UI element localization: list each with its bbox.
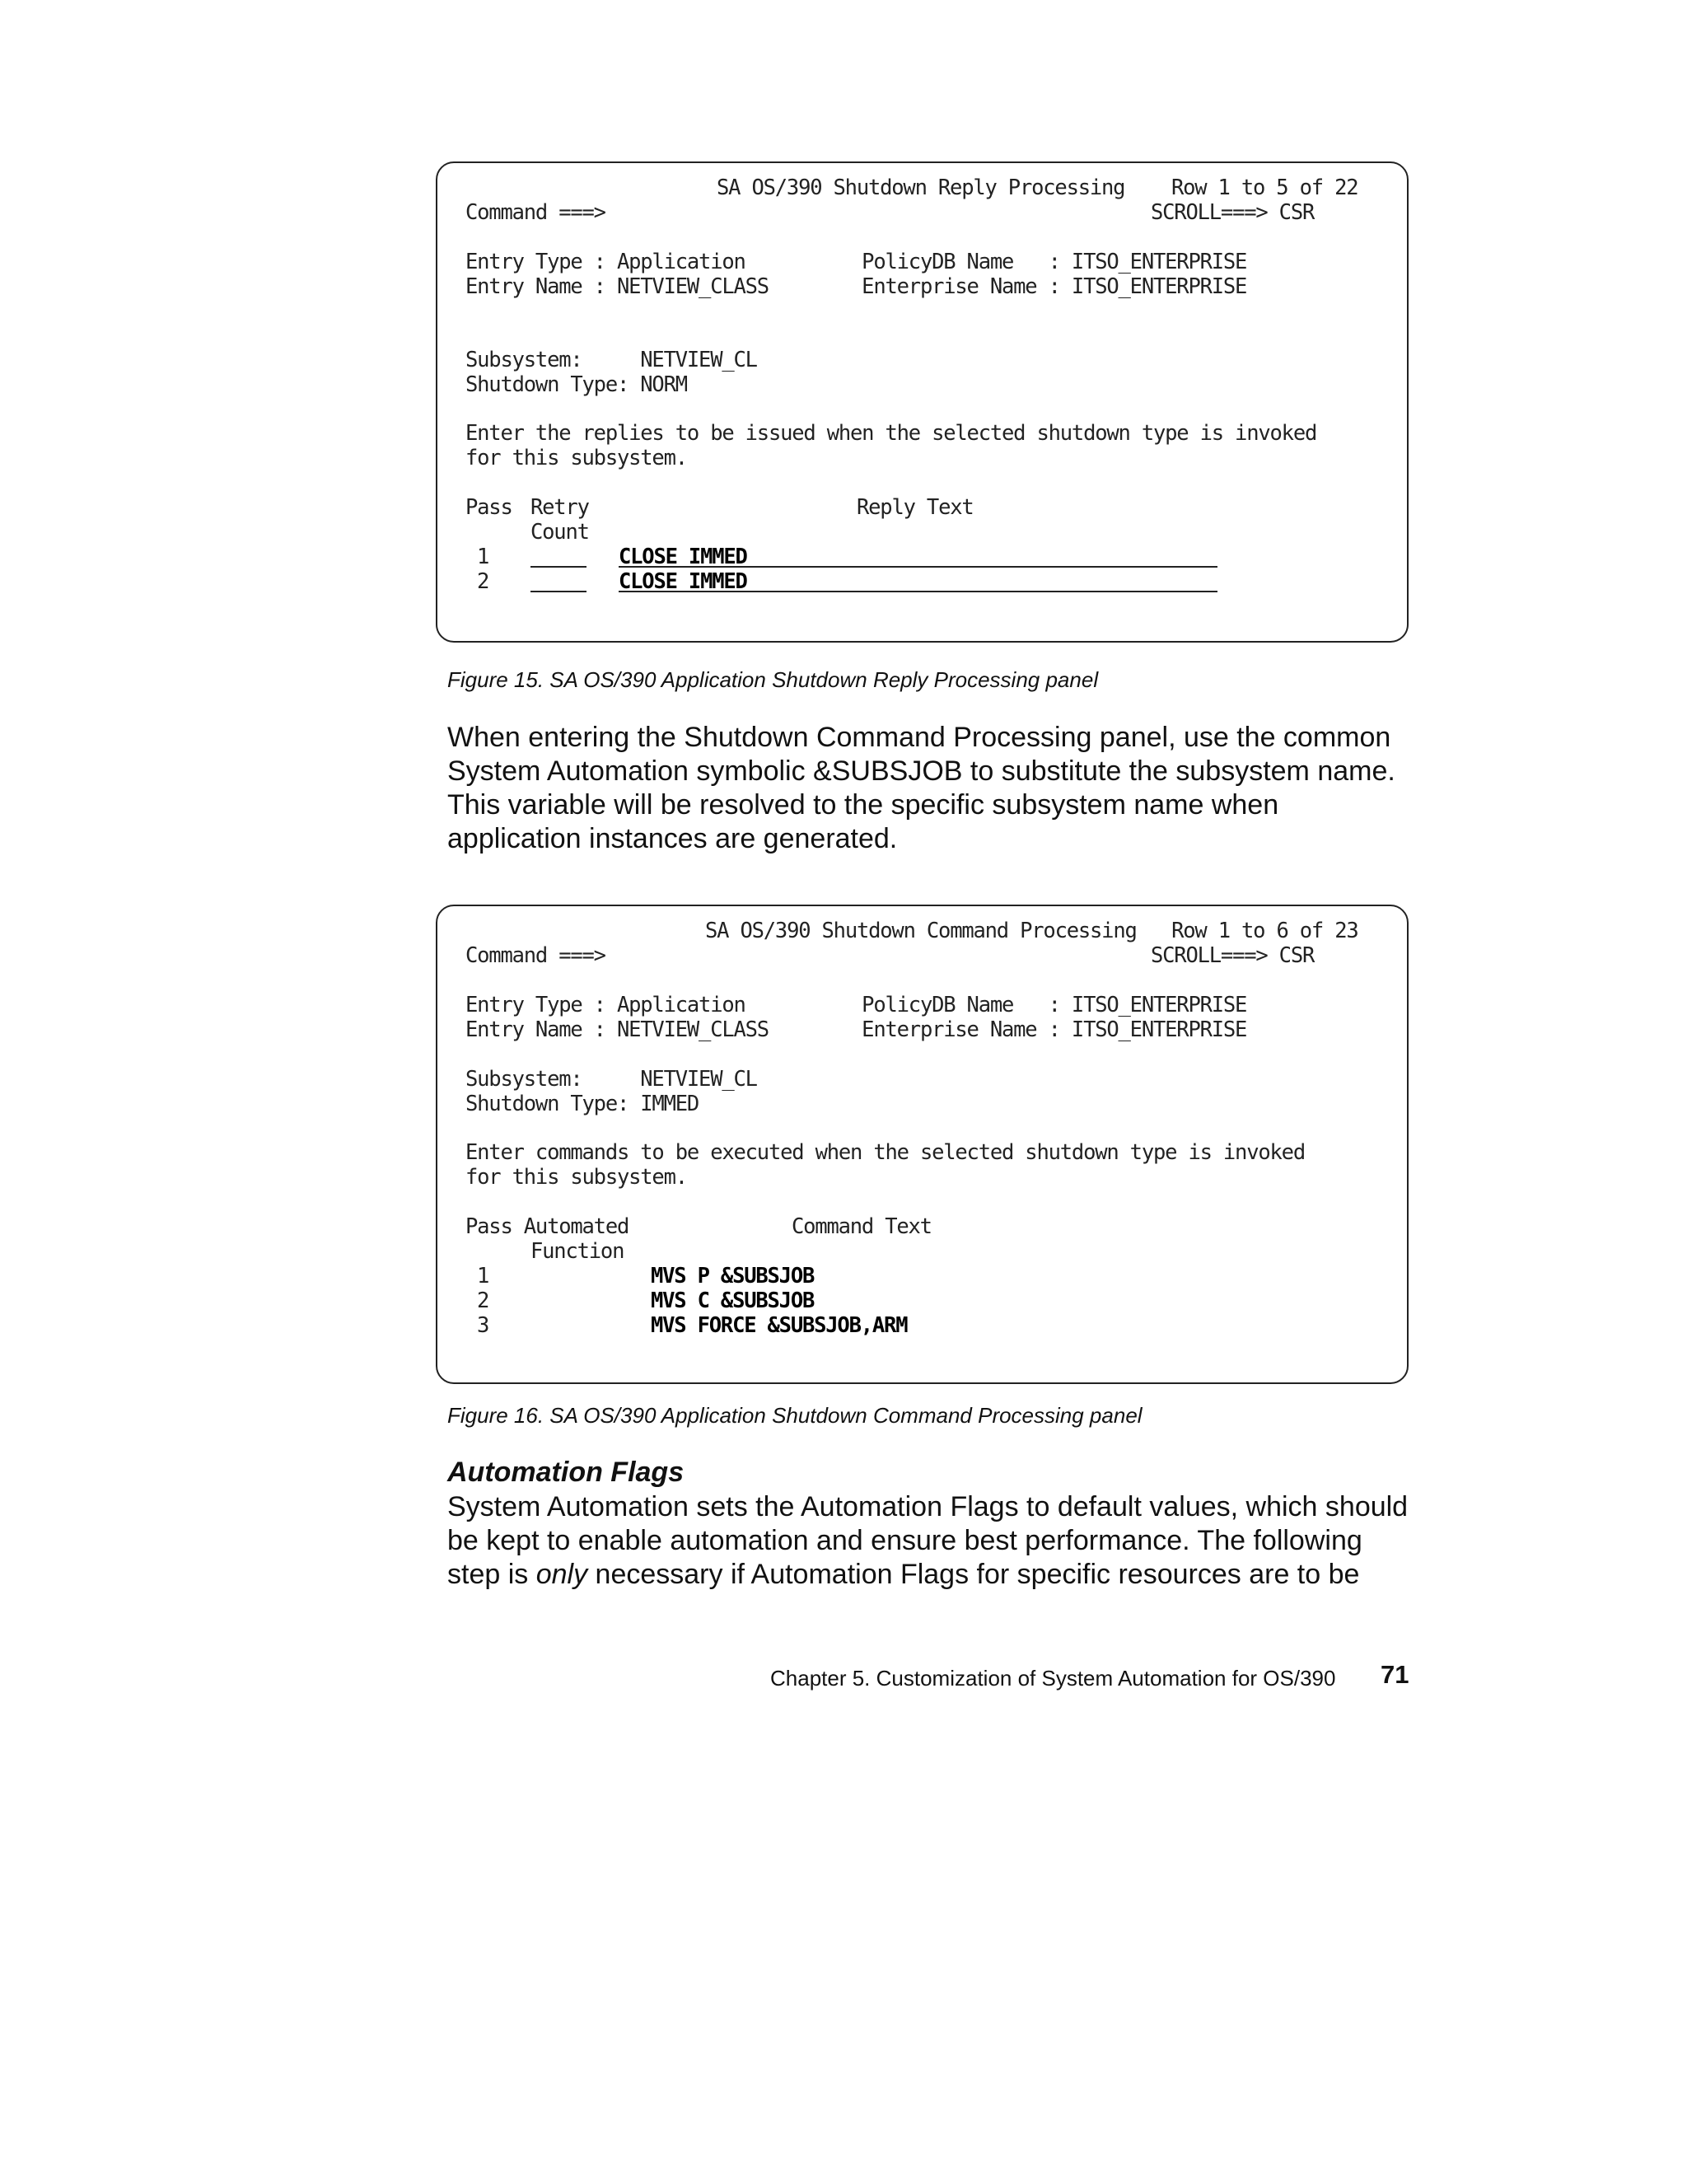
command-text-value[interactable]: MVS FORCE &SUBSJOB,ARM: [651, 1313, 908, 1338]
reply-text-value: CLOSE IMMED: [619, 569, 747, 594]
entry-name-line: Entry Name : NETVIEW_CLASS Enterprise Name : ITSO_ENTERPRISE: [465, 274, 1247, 299]
page-number: 71: [1381, 1660, 1409, 1689]
row-pass-number: 3: [477, 1313, 489, 1338]
shutdown-type-line: Shutdown Type: NORM: [465, 372, 687, 397]
row-pass-number: 2: [477, 569, 489, 594]
body-paragraph: When entering the Shutdown Command Processing panel, use the common System Automation symbolic &SUBSJOB to substitute the subsystem name. This variable will be resolved to the specific subsystem name when application instances are generated.: [447, 722, 1395, 854]
column-header-function: Function: [530, 1239, 624, 1264]
retry-count-field[interactable]: [530, 566, 586, 568]
scroll-indicator: SCROLL===> CSR: [1151, 943, 1315, 968]
reply-processing-panel: [436, 161, 1409, 643]
command-prompt[interactable]: Command ===>: [465, 943, 605, 968]
section-heading: Automation Flags: [447, 1457, 685, 1488]
command-prompt[interactable]: Command ===>: [465, 200, 605, 225]
paragraph-text: necessary if Automation Flags for specific resources are to be: [587, 1559, 1360, 1590]
column-header-pass: Pass: [465, 495, 512, 520]
panel-title: SA OS/390 Shutdown Reply Processing Row 1 to 5 of 22: [717, 175, 1358, 200]
retry-count-field[interactable]: [530, 591, 586, 592]
column-header-pass-automated: Pass Automated: [465, 1214, 629, 1239]
body-paragraph: [447, 1490, 1419, 1592]
column-header-command-text: Command Text: [792, 1214, 932, 1239]
instruction-line: Enter the replies to be issued when the selected shutdown type is invoked: [465, 421, 1317, 446]
panel-title: SA OS/390 Shutdown Command Processing Row 1 to 6 of 23: [705, 919, 1358, 943]
emphasis-text: only: [535, 1559, 588, 1590]
row-pass-number: 2: [477, 1288, 489, 1313]
instruction-line: Enter commands to be executed when the selected shutdown type is invoked: [465, 1140, 1305, 1165]
column-header-count: Count: [530, 520, 589, 545]
reply-text-value: CLOSE IMMED: [619, 545, 747, 569]
command-text-value[interactable]: MVS P &SUBSJOB: [651, 1264, 815, 1288]
command-text-value[interactable]: MVS C &SUBSJOB: [651, 1288, 815, 1313]
subsystem-line: Subsystem: NETVIEW_CL: [465, 1067, 757, 1092]
instruction-line: for this subsystem.: [465, 446, 687, 470]
entry-type-line: Entry Type : Application PolicyDB Name : ITSO_ENTERPRISE: [465, 993, 1247, 1017]
paragraph-text: System Automation sets the Automation Flags to default values, which should be kept to enable automation and ensure best performance. The following step is: [447, 1491, 1409, 1590]
subsystem-line: Subsystem: NETVIEW_CL: [465, 348, 757, 372]
instruction-line: for this subsystem.: [465, 1165, 687, 1190]
scroll-indicator: SCROLL===> CSR: [1151, 200, 1315, 225]
figure-caption: Figure 16. SA OS/390 Application Shutdown Command Processing panel: [447, 1403, 1143, 1428]
column-header-retry: Retry: [530, 495, 589, 520]
reply-text-field[interactable]: [619, 566, 1217, 568]
shutdown-type-line: Shutdown Type: IMMED: [465, 1092, 699, 1116]
entry-type-line: Entry Type : Application PolicyDB Name : ITSO_ENTERPRISE: [465, 250, 1247, 274]
reply-text-field[interactable]: [619, 591, 1217, 592]
row-pass-number: 1: [477, 545, 489, 569]
row-pass-number: 1: [477, 1264, 489, 1288]
entry-name-line: Entry Name : NETVIEW_CLASS Enterprise Name : ITSO_ENTERPRISE: [465, 1017, 1247, 1042]
column-header-reply-text: Reply Text: [857, 495, 974, 520]
footer-chapter-title: Chapter 5. Customization of System Automation for OS/390: [770, 1666, 1336, 1691]
figure-caption: Figure 15. SA OS/390 Application Shutdown Reply Processing panel: [447, 667, 1099, 692]
